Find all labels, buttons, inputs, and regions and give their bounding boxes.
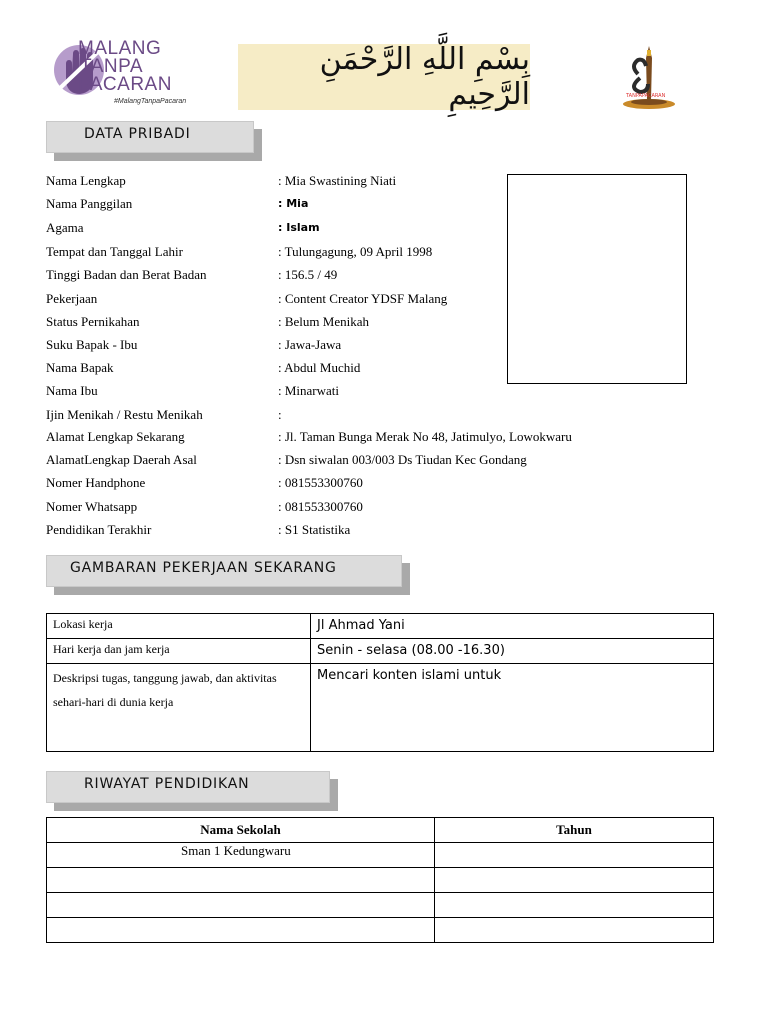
table-row [47, 843, 714, 868]
table-cell-school: Sman 1 Kedungwaru [47, 843, 435, 868]
table-cell-year [435, 843, 714, 868]
field-value: : 081553300760 [278, 499, 363, 514]
field-value: : Islam [278, 221, 320, 234]
field-value: : Mia Swastining Niati [278, 173, 397, 188]
section-banner-data-pribadi [46, 121, 254, 153]
section-title: RIWAYAT PENDIDIKAN [84, 776, 250, 792]
table-cell-value: Senin - selasa (08.00 -16.30) [311, 639, 714, 664]
field-value: : Belum Menikah [278, 314, 369, 329]
section-title: GAMBARAN PEKERJAAN SEKARANG [70, 560, 337, 576]
field-value: : Minarwati [278, 383, 340, 398]
work-table [46, 613, 714, 752]
field-value: : Abdul Muchid [278, 360, 361, 375]
field-label: Pendidikan Terakhir [46, 522, 152, 537]
table-row [47, 918, 714, 943]
emblem-caption: TANPAPACARAN [626, 93, 666, 99]
table-row [47, 639, 714, 664]
field-label: Suku Bapak - Ibu [46, 337, 138, 352]
table-cell-year [435, 918, 714, 943]
table-cell-value: Mencari konten islami untuk [311, 664, 714, 752]
field-value: : 156.5 / 49 [278, 267, 338, 282]
table-row [47, 614, 714, 639]
field-label: AlamatLengkap Daerah Asal [46, 452, 197, 467]
field-value: : 081553300760 [278, 475, 363, 490]
table-header-row [47, 818, 714, 843]
table-cell-label: Deskripsi tugas, tanggung jawab, dan aktivitas sehari-hari di dunia kerja [47, 664, 311, 752]
malang-tanpa-pacaran-logo [48, 40, 210, 112]
field-value: : S1 Statistika [278, 522, 351, 537]
field-label: Nomer Handphone [46, 475, 146, 490]
education-table [46, 817, 714, 943]
field-value: : Jawa-Jawa [278, 337, 342, 352]
logo-wordmark: MALANG TANPA PACARAN [78, 38, 172, 95]
field-label: Nomer Whatsapp [46, 499, 138, 514]
field-value: : Jl. Taman Bunga Merak No 48, Jatimulyo, Lowokwaru [278, 429, 572, 444]
field-value: : Content Creator YDSF Malang [278, 291, 448, 306]
section-banner-pendidikan [46, 771, 330, 803]
table-row [47, 893, 714, 918]
table-cell-year [435, 868, 714, 893]
table-cell-label: Hari kerja dan jam kerja [47, 639, 311, 664]
table-cell-year [435, 893, 714, 918]
table-row [47, 664, 714, 752]
field-label: Status Pernikahan [46, 314, 140, 329]
field-value: : [278, 407, 282, 422]
field-value: : Mia [278, 197, 309, 210]
field-label: Nama Lengkap [46, 173, 126, 188]
table-cell-school [47, 893, 435, 918]
field-label: Tinggi Badan dan Berat Badan [46, 267, 207, 282]
organization-emblem [618, 44, 680, 112]
field-label: Nama Bapak [46, 360, 114, 375]
field-label: Nama Ibu [46, 383, 98, 398]
logo-hashtag: #MalangTanpaPacaran [114, 98, 187, 105]
field-label: Agama [46, 220, 84, 235]
basmala-calligraphy: بِسْمِ اللَّهِ الرَّحْمَنِ الرَّحِيمِ [238, 44, 530, 110]
photo-placeholder [507, 174, 687, 384]
table-cell-value: Jl Ahmad Yani [311, 614, 714, 639]
field-value: : Dsn siwalan 003/003 Ds Tiudan Kec Gondang [278, 452, 527, 467]
field-value: : Tulungagung, 09 April 1998 [278, 244, 433, 259]
field-label: Pekerjaan [46, 291, 98, 306]
table-row [47, 868, 714, 893]
table-cell-school [47, 868, 435, 893]
field-label: Alamat Lengkap Sekarang [46, 429, 185, 444]
table-cell-school [47, 918, 435, 943]
section-title: DATA PRIBADI [84, 126, 191, 142]
table-cell-label: Lokasi kerja [47, 614, 311, 639]
section-banner-pekerjaan [46, 555, 402, 587]
field-label: Tempat dan Tanggal Lahir [46, 244, 183, 259]
field-label: Ijin Menikah / Restu Menikah [46, 407, 203, 422]
column-header-year: Tahun [435, 818, 714, 843]
field-label: Nama Panggilan [46, 196, 133, 211]
column-header-school: Nama Sekolah [47, 818, 435, 843]
tower-emblem-icon [618, 44, 680, 112]
